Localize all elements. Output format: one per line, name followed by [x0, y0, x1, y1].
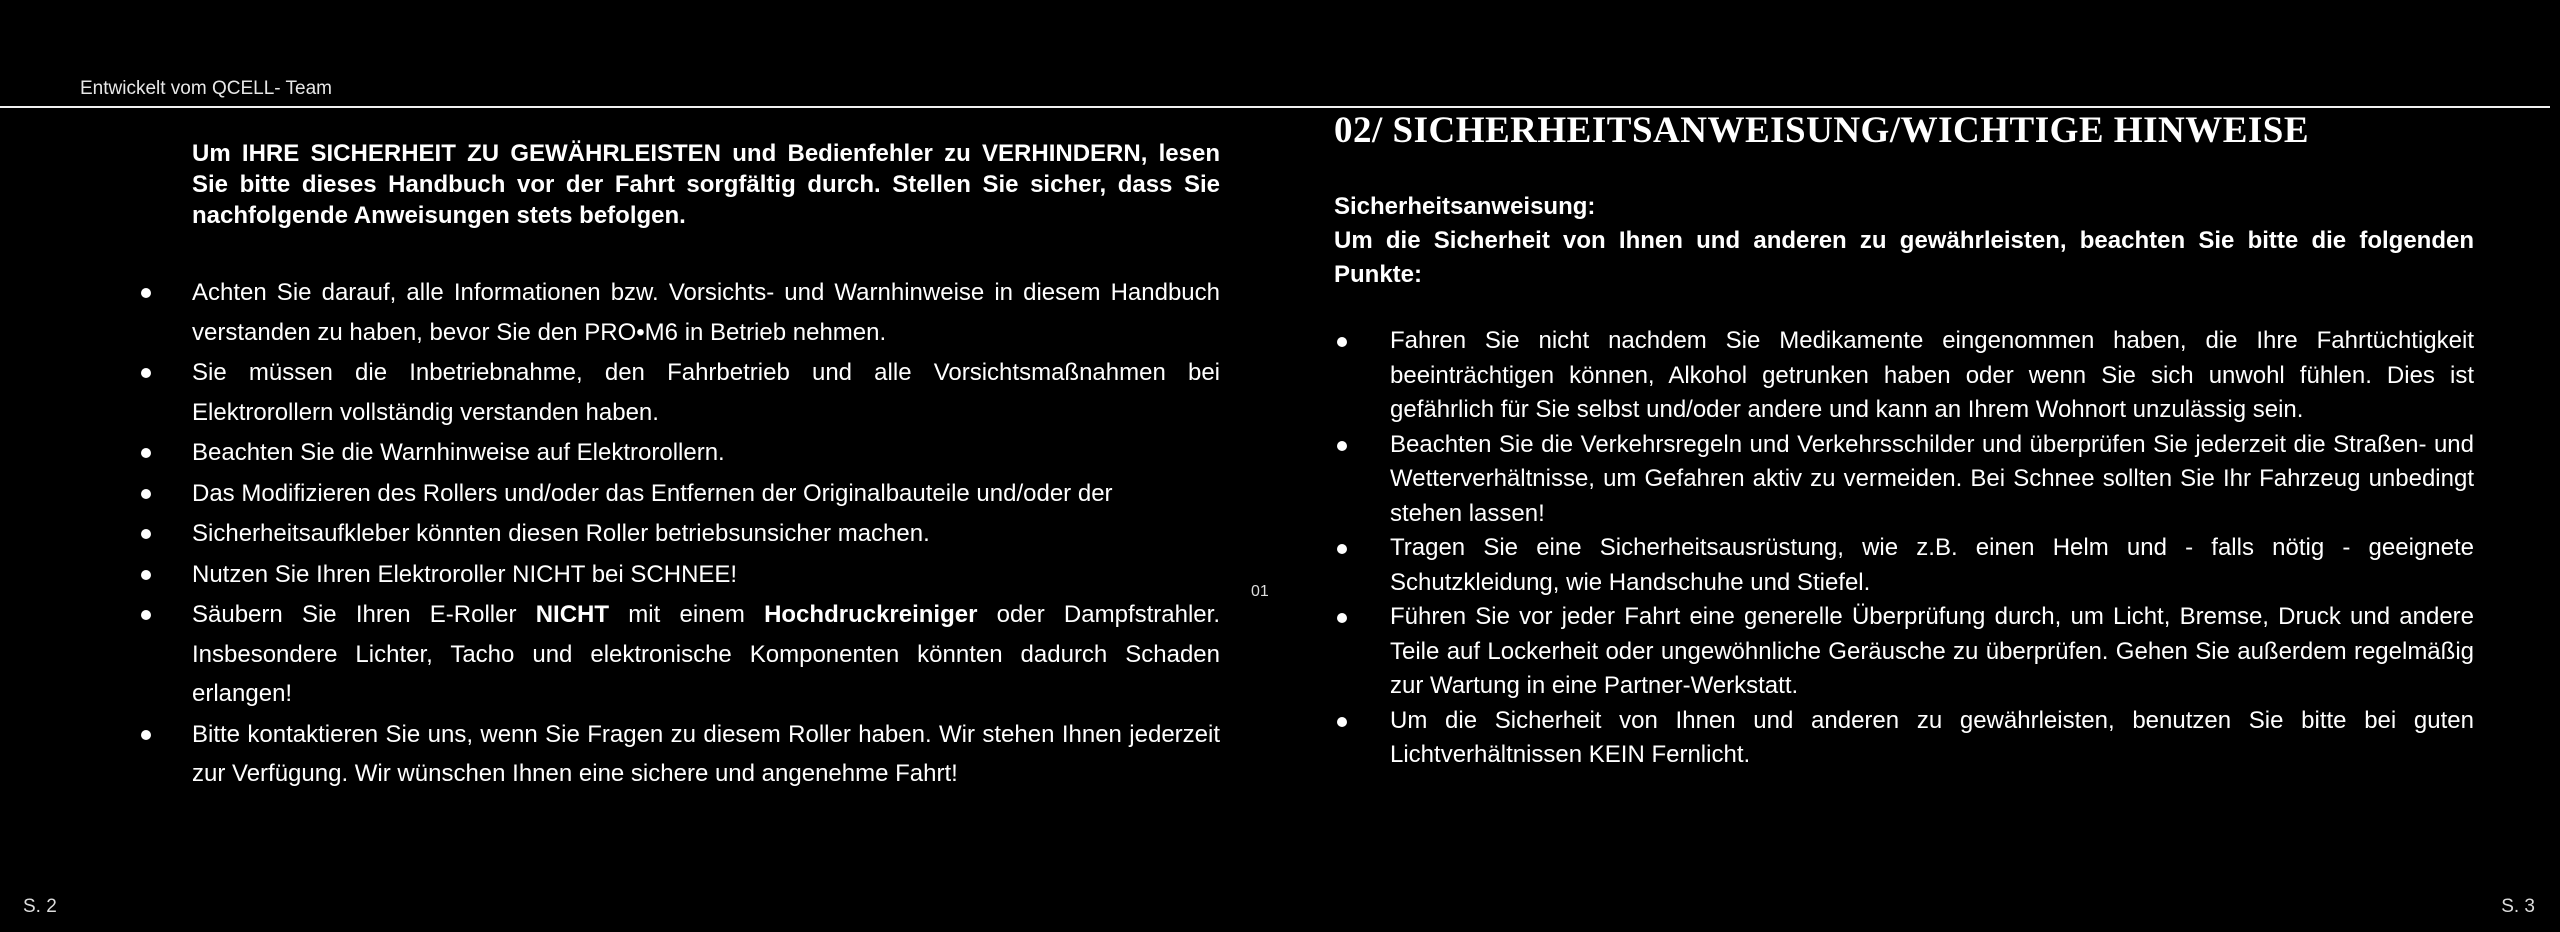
- bullet-dot-icon: [141, 529, 151, 539]
- bullet-dot-icon: [1337, 337, 1347, 347]
- list-item: [130, 715, 1220, 794]
- page-number-left: S. 2: [23, 896, 57, 917]
- list-item: [1334, 704, 2474, 773]
- intro-paragraph: Um IHRE SICHERHEIT ZU GEWÄHRLEISTEN und Bedienfehler zu VERHINDERN, lesen Sie bitte dieses Handbuch vor der Fahrt sorgfältig durch. Stellen Sie sicher, dass Sie nachfolgende Anweisungen stets befolgen.: [192, 140, 1220, 229]
- list-item-text-part: Säubern Sie Ihren E-Roller: [192, 601, 536, 628]
- right-page: [1334, 108, 2474, 773]
- header-text: Entwickelt vom QCELL- Team: [80, 78, 333, 99]
- list-item: [130, 273, 1220, 352]
- list-item-text-part: oder Dampfstrahler. Insbesondere Lichter, Tacho und elektronische Komponenten könnten dadurch Schaden erlangen!: [192, 601, 1220, 707]
- list-item: [1334, 600, 2474, 704]
- bullet-dot-icon: [141, 448, 151, 458]
- list-item: [1334, 531, 2474, 600]
- list-item: [1334, 324, 2474, 428]
- right-bullet-list: [1334, 324, 2474, 773]
- center-page-number: 01: [1251, 583, 1269, 600]
- bullet-dot-icon: [1337, 717, 1347, 727]
- list-item-text: Nutzen Sie Ihren Elektroroller NICHT bei SCHNEE!: [192, 560, 738, 588]
- bullet-dot-icon: [141, 288, 151, 298]
- bullet-dot-icon: [1337, 441, 1347, 451]
- list-item-text: Führen Sie vor jeder Fahrt eine generelle Überprüfung durch, um Licht, Bremse, Druck und andere Teile auf Lockerheit oder ungewöhnliche Geräusche zu überprüfen. Gehen Sie außerdem regelmäßig zur Wartung in eine Partner-Werkstatt.: [1390, 603, 2474, 699]
- left-page: [130, 138, 1220, 795]
- list-item-text: Das Modifizieren des Rollers und/oder das Entfernen der Originalbauteile und/oder der: [192, 479, 1113, 507]
- sub-text: Um die Sicherheit von Ihnen und anderen zu gewährleisten, beachten Sie bitte die folgenden Punkte:: [1334, 227, 2474, 288]
- bullet-dot-icon: [1337, 613, 1347, 623]
- emphasis-nicht: NICHT: [535, 601, 610, 628]
- left-bullet-list: [130, 273, 1220, 794]
- bullet-dot-icon: [141, 730, 151, 740]
- list-item-text: Sicherheitsaufkleber könnten diesen Roller betriebsunsicher machen.: [192, 520, 930, 547]
- page-number-right: S. 3: [2501, 896, 2535, 917]
- sub-heading: Sicherheitsanweisung:: [1334, 193, 1596, 220]
- bullet-dot-icon: [141, 368, 151, 378]
- bullet-dot-icon: [141, 570, 151, 580]
- list-item-text: Beachten Sie die Verkehrsregeln und Verkehrsschilder und überprüfen Sie jederzeit die Straßen- und Wetterverhältnisse, um Gefahren aktiv zu vermeiden. Bei Schnee sollten Sie Ihr Fahrzeug unbedingt stehen lassen!: [1390, 430, 2474, 527]
- list-item-text: Sie müssen die Inbetriebnahme, den Fahrbetrieb und alle Vorsichtsmaßnahmen bei Elektrorollern vollständig verstanden haben.: [192, 359, 1220, 426]
- list-item-text-part: mit einem: [609, 601, 765, 628]
- list-item: [130, 353, 1220, 432]
- bullet-dot-icon: [141, 610, 151, 620]
- bullet-dot-icon: [1337, 544, 1347, 554]
- list-item: [130, 433, 1220, 473]
- page-title: 02/ SICHERHEITSANWEISUNG/WICHTIGE HINWEISE: [1334, 110, 2310, 151]
- list-item-text: Fahren Sie nicht nachdem Sie Medikamente eingenommen haben, die Ihre Fahrtüchtigkeit beeinträchtigen können, Alkohol getrunken haben oder wenn Sie sich unwohl fühlen. Dies ist gefährlich für Sie selbst und/oder andere und kann an Ihrem Wohnort unzulässig sein.: [1390, 327, 2474, 423]
- safety-instruction-intro: [1334, 190, 2474, 292]
- bullet-dot-icon: [141, 489, 151, 499]
- list-item-text: Achten Sie darauf, alle Informationen bzw. Vorsichts- und Warnhinweise in diesem Handbuch verstanden zu haben, bevor Sie den PRO•M6 in Betrieb nehmen.: [192, 279, 1220, 346]
- list-item: [130, 595, 1220, 714]
- list-item-text: Um die Sicherheit von Ihnen und anderen zu gewährleisten, benutzen Sie bitte bei guten Lichtverhältnissen KEIN Fernlicht.: [1390, 706, 2474, 768]
- list-item-text: Bitte kontaktieren Sie uns, wenn Sie Fragen zu diesem Roller haben. Wir stehen Ihnen jederzeit zur Verfügung. Wir wünschen Ihnen eine sichere und angenehme Fahrt!: [192, 720, 1220, 787]
- list-item: [1334, 428, 2474, 532]
- list-item: [130, 555, 1220, 595]
- list-item-text: Beachten Sie die Warnhinweise auf Elektrorollern.: [192, 439, 725, 466]
- list-item: [130, 514, 1220, 554]
- list-item: [130, 474, 1220, 514]
- emphasis-hochdruckreiniger: Hochdruckreiniger: [764, 601, 978, 628]
- list-item-text: Tragen Sie eine Sicherheitsausrüstung, wie z.B. einen Helm und - falls nötig - geeignete Schutzkleidung, wie Handschuhe und Stiefel.: [1390, 534, 2474, 596]
